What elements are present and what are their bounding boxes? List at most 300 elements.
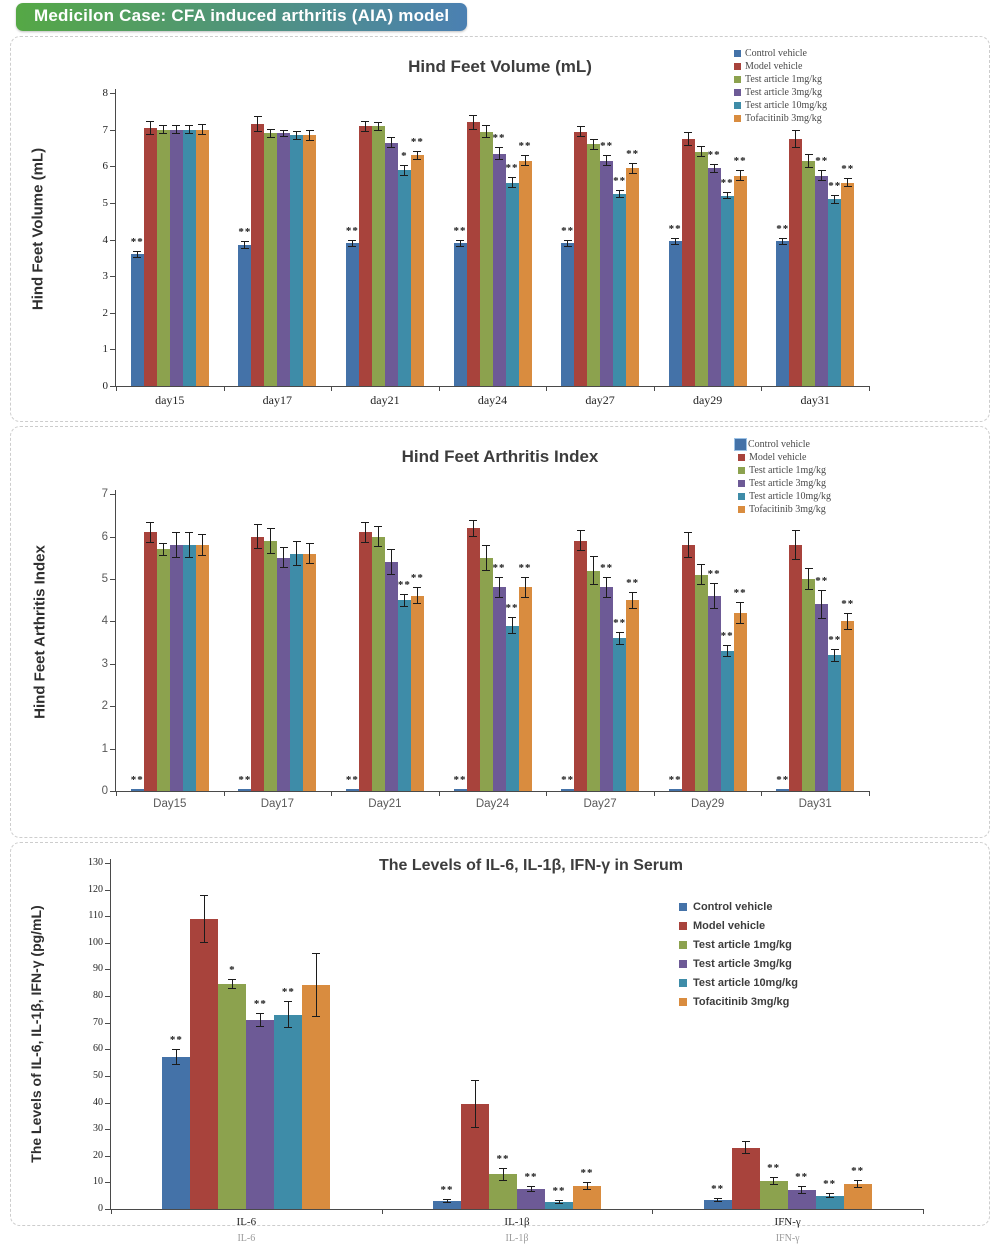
error-bar <box>469 520 477 537</box>
legend-label: Control vehicle <box>745 48 807 59</box>
legend-label: Test article 10mg/kg <box>749 491 832 502</box>
error-bar <box>400 594 408 607</box>
error-bar <box>779 238 787 245</box>
legend-label: Model vehicle <box>745 61 803 72</box>
x-category-label: Day31 <box>798 798 832 810</box>
bar <box>467 122 480 386</box>
significance-marker: ** <box>823 1178 837 1191</box>
error-bar <box>831 649 839 662</box>
bar <box>385 562 398 791</box>
significance-marker: ** <box>626 147 640 160</box>
bar <box>246 1020 274 1209</box>
bar <box>734 176 747 386</box>
y-tick-label: 3 <box>102 270 108 283</box>
bar <box>613 638 626 791</box>
error-bar <box>710 164 718 173</box>
bar <box>238 789 251 791</box>
error-bar <box>241 241 249 248</box>
error-bar <box>792 130 800 148</box>
y-tick-label: 0 <box>98 1203 103 1214</box>
bar <box>626 600 639 791</box>
y-tick-mark <box>110 313 115 314</box>
x-category-label: day21 <box>370 393 400 407</box>
error-bar <box>723 192 731 199</box>
x-category-label: Day15 <box>153 798 187 810</box>
significance-marker: ** <box>815 574 829 587</box>
y-tick-label: 2 <box>101 700 108 713</box>
error-bar <box>146 121 154 134</box>
bar <box>708 596 721 791</box>
error-bar <box>818 170 826 181</box>
y-tick-mark <box>110 706 115 707</box>
bar <box>561 789 574 791</box>
significance-marker: ** <box>492 561 506 574</box>
bar <box>359 532 372 791</box>
significance-marker: ** <box>841 163 855 176</box>
significance-marker: ** <box>345 773 359 786</box>
plot-area <box>11 37 989 421</box>
y-axis-label: The Levels of IL-6, IL-1β, IFN-γ (pg/mL) <box>28 905 44 1163</box>
chart-title: The Levels of IL-6, IL-1β, IFN-γ in Serum <box>378 857 684 874</box>
error-bar <box>629 592 637 609</box>
x-tick-mark <box>116 792 117 796</box>
y-tick-label: 40 <box>93 1096 103 1108</box>
y-tick-label: 8 <box>102 87 108 100</box>
bar <box>561 243 574 386</box>
error-bar <box>293 541 301 566</box>
y-tick-mark <box>105 1103 110 1104</box>
bar <box>302 985 330 1209</box>
bar <box>346 789 359 791</box>
error-bar <box>684 532 692 557</box>
legend-label: Test article 3mg/kg <box>745 87 823 98</box>
y-tick-mark <box>110 130 115 131</box>
error-bar <box>280 547 288 568</box>
significance-marker: * <box>229 963 236 976</box>
error-bar <box>603 577 611 598</box>
bar <box>346 243 359 386</box>
y-tick-label: 6 <box>101 530 108 543</box>
error-bar <box>577 126 585 137</box>
bar <box>183 545 196 791</box>
error-bar <box>629 163 637 174</box>
x-tick-mark <box>224 792 225 796</box>
significance-marker: ** <box>505 602 519 615</box>
significance-marker: ** <box>733 155 747 168</box>
bar <box>398 600 411 791</box>
bar <box>190 919 218 1209</box>
bar <box>277 558 290 791</box>
bar <box>828 199 841 386</box>
error-bar <box>361 522 369 543</box>
legend-label: Test article 1mg/kg <box>693 939 792 951</box>
legend-label: Test article 1mg/kg <box>749 465 827 476</box>
significance-marker: ** <box>238 773 252 786</box>
y-tick-mark <box>110 349 115 350</box>
error-bar <box>671 238 679 245</box>
significance-marker: ** <box>600 561 614 574</box>
x-axis-line <box>115 386 870 387</box>
y-tick-mark <box>105 943 110 944</box>
y-tick-label: 30 <box>93 1123 103 1135</box>
error-bar <box>723 645 731 658</box>
significance-marker: ** <box>613 175 627 188</box>
y-tick-label: 1 <box>102 343 108 356</box>
y-tick-label: 110 <box>88 910 103 922</box>
significance-marker: ** <box>707 148 721 161</box>
significance-marker: ** <box>169 1034 183 1047</box>
significance-marker: ** <box>453 773 467 786</box>
significance-marker: ** <box>668 773 682 786</box>
bar <box>506 626 519 791</box>
error-bar <box>508 177 516 188</box>
significance-marker: ** <box>130 235 144 248</box>
bar <box>372 126 385 386</box>
bar <box>600 587 613 791</box>
error-bar <box>312 953 320 1017</box>
x-tick-mark <box>111 1210 112 1214</box>
y-tick-mark <box>110 537 115 538</box>
bar <box>828 655 841 791</box>
bar <box>815 604 828 791</box>
legend-label: Model vehicle <box>693 920 766 932</box>
y-tick-label: 7 <box>101 488 108 501</box>
error-bar <box>374 122 382 131</box>
x-category-label: day17 <box>262 393 292 407</box>
y-tick-mark <box>110 749 115 750</box>
plot-area <box>11 843 989 1244</box>
y-axis-line <box>115 490 116 792</box>
x-category-label: IL-1β <box>504 1216 530 1228</box>
bar <box>587 144 600 386</box>
error-bar <box>267 528 275 553</box>
y-tick-label: 2 <box>102 306 108 319</box>
significance-marker: ** <box>776 773 790 786</box>
error-bar <box>133 251 141 258</box>
bar <box>841 621 854 791</box>
significance-marker: ** <box>720 629 734 642</box>
figure-header-badge: Medicilon Case: CFA induced arthritis (AIA) model <box>16 3 467 31</box>
error-bar <box>172 532 180 557</box>
significance-marker: ** <box>613 617 627 629</box>
x-tick-mark <box>761 792 762 796</box>
y-tick-label: 7 <box>102 123 108 136</box>
error-bar <box>831 195 839 204</box>
error-bar <box>577 530 585 551</box>
x-category-label: Day17 <box>260 798 294 810</box>
bar <box>303 135 316 386</box>
error-bar <box>844 613 852 630</box>
error-bar <box>564 240 572 247</box>
significance-marker: ** <box>345 224 359 237</box>
error-bar <box>306 130 314 141</box>
error-bar <box>469 115 477 130</box>
significance-marker: ** <box>795 1171 809 1184</box>
bar <box>157 130 170 386</box>
plot-area <box>11 427 989 837</box>
y-tick-mark <box>105 1049 110 1050</box>
error-bar <box>456 240 464 247</box>
significance-marker: ** <box>711 1182 725 1195</box>
significance-marker: ** <box>707 568 721 581</box>
bar <box>732 1148 760 1209</box>
x-tick-mark <box>869 387 870 391</box>
y-tick-label: 0 <box>102 380 108 392</box>
error-bar <box>736 602 744 623</box>
x-tick-mark <box>439 387 440 391</box>
y-axis-line <box>110 859 111 1210</box>
error-bar <box>616 190 624 197</box>
bar <box>251 124 264 386</box>
bar <box>467 528 480 791</box>
bar <box>506 183 519 386</box>
y-tick-mark <box>110 621 115 622</box>
bar <box>454 789 467 791</box>
error-bar <box>228 979 236 990</box>
significance-marker: ** <box>561 773 575 786</box>
error-bar <box>280 130 288 137</box>
y-tick-label: 100 <box>88 936 103 948</box>
x-tick-mark <box>439 792 440 796</box>
bar <box>162 1057 190 1209</box>
error-bar <box>361 121 369 132</box>
error-bar <box>185 125 193 134</box>
bar <box>695 575 708 791</box>
error-bar <box>200 895 208 943</box>
significance-marker: ** <box>828 633 842 646</box>
bar <box>359 126 372 386</box>
bar <box>131 254 144 386</box>
x-tick-mark <box>869 792 870 796</box>
y-tick-label: 10 <box>93 1176 103 1188</box>
x-category-label: day27 <box>585 393 615 407</box>
error-bar <box>770 1177 778 1185</box>
legend-label: Control vehicle <box>748 439 810 450</box>
bar <box>372 537 385 791</box>
error-bar <box>616 632 624 645</box>
x-tick-mark <box>652 1210 653 1214</box>
bar <box>721 651 734 791</box>
bar <box>157 549 170 791</box>
significance-marker: ** <box>492 132 506 144</box>
bar <box>218 984 246 1209</box>
x-category-label: day29 <box>692 393 723 407</box>
bar <box>734 613 747 791</box>
x-axis-line <box>110 1209 924 1210</box>
x-tick-mark <box>116 387 117 391</box>
significance-marker: ** <box>851 1164 865 1177</box>
significance-marker: ** <box>505 162 519 175</box>
error-bar <box>267 129 275 138</box>
x-tick-mark <box>382 1210 383 1214</box>
error-bar <box>284 1001 292 1028</box>
y-tick-label: 3 <box>101 657 108 670</box>
bar <box>480 132 493 386</box>
error-bar <box>198 534 206 555</box>
y-tick-mark <box>110 276 115 277</box>
significance-marker: ** <box>600 140 614 153</box>
significance-marker: ** <box>767 1162 781 1175</box>
x-category-label: day24 <box>477 393 508 407</box>
y-tick-label: 80 <box>93 990 103 1002</box>
error-bar <box>159 543 167 556</box>
bar <box>277 133 290 386</box>
bar <box>613 194 626 386</box>
x-category-label: Day27 <box>583 798 617 810</box>
error-bar <box>495 147 503 160</box>
significance-marker: ** <box>518 561 532 574</box>
bar <box>493 154 506 386</box>
legend-label: Tofacitinib 3mg/kg <box>693 996 790 1008</box>
significance-marker: ** <box>626 576 640 589</box>
significance-marker: ** <box>518 140 532 153</box>
bar <box>519 587 532 791</box>
x-category-sublabel-clipped: IFN-γ <box>775 1233 800 1244</box>
y-tick-mark <box>110 494 115 495</box>
x-tick-mark <box>923 1210 924 1214</box>
y-tick-mark <box>105 996 110 997</box>
bar <box>789 139 802 386</box>
y-tick-mark <box>110 579 115 580</box>
y-tick-mark <box>110 240 115 241</box>
significance-marker: ** <box>720 177 734 190</box>
bar <box>682 545 695 791</box>
error-bar <box>508 617 516 634</box>
error-bar <box>499 1168 507 1181</box>
legend-label: Tofacitinib 3mg/kg <box>745 113 822 124</box>
bar <box>587 571 600 791</box>
bar <box>144 128 157 386</box>
significance-marker: ** <box>410 572 424 585</box>
y-tick-label: 5 <box>101 573 108 585</box>
significance-marker: ** <box>440 1183 454 1196</box>
significance-marker: ** <box>130 773 144 786</box>
bar <box>776 789 789 791</box>
y-tick-mark <box>105 1182 110 1183</box>
legend-label: Tofacitinib 3mg/kg <box>749 504 826 515</box>
bar <box>708 168 721 386</box>
x-category-label: IFN-γ <box>774 1216 801 1228</box>
chart-title: Hind Feet Arthritis Index <box>401 447 599 466</box>
error-bar <box>256 1013 264 1026</box>
error-bar <box>818 590 826 620</box>
bar <box>238 245 251 386</box>
significance-marker: ** <box>253 998 267 1011</box>
bar <box>183 130 196 386</box>
bar <box>600 161 613 386</box>
error-bar <box>185 532 193 557</box>
bar <box>480 558 493 791</box>
y-tick-mark <box>105 1023 110 1024</box>
x-tick-mark <box>224 387 225 391</box>
error-bar <box>521 577 529 598</box>
y-tick-label: 70 <box>93 1016 103 1028</box>
y-tick-mark <box>105 1076 110 1077</box>
error-bar <box>854 1180 862 1188</box>
error-bar <box>521 155 529 166</box>
error-bar <box>172 1049 180 1065</box>
error-bar <box>603 155 611 166</box>
x-tick-mark <box>546 387 547 391</box>
panel-hind-feet-arthritis-index <box>10 426 990 838</box>
bar <box>454 243 467 386</box>
bar <box>493 587 506 791</box>
error-bar <box>792 530 800 560</box>
error-bar <box>471 1080 479 1128</box>
bar <box>841 183 854 386</box>
bar <box>144 532 157 791</box>
bar <box>574 132 587 386</box>
legend-label: Control vehicle <box>693 901 773 913</box>
y-axis-label: Hind Feet Volume (mL) <box>29 147 47 311</box>
bar <box>131 789 144 791</box>
error-bar <box>293 131 301 140</box>
legend-label: Test article 3mg/kg <box>749 478 827 489</box>
significance-marker: ** <box>815 155 829 168</box>
error-bar <box>374 526 382 547</box>
error-bar <box>400 165 408 176</box>
error-bar <box>254 116 262 132</box>
x-tick-mark <box>546 792 547 796</box>
bar <box>290 554 303 791</box>
bar <box>760 1181 788 1209</box>
x-tick-mark <box>761 387 762 391</box>
y-tick-label: 0 <box>101 785 108 797</box>
bar <box>170 545 183 791</box>
significance-marker: ** <box>733 587 747 600</box>
y-tick-label: 4 <box>102 233 108 246</box>
error-bar <box>172 125 180 134</box>
bar <box>682 139 695 386</box>
error-bar <box>736 170 744 181</box>
y-tick-mark <box>110 166 115 167</box>
error-bar <box>555 1200 563 1204</box>
y-tick-mark <box>105 1156 110 1157</box>
x-category-label: day15 <box>155 393 185 407</box>
error-bar <box>798 1186 806 1194</box>
error-bar <box>387 137 395 148</box>
bar <box>264 133 277 386</box>
error-bar <box>159 125 167 134</box>
error-bar <box>387 549 395 574</box>
y-tick-mark <box>110 203 115 204</box>
bar <box>802 579 815 791</box>
significance-marker: * <box>401 149 408 162</box>
error-bar <box>710 583 718 608</box>
y-tick-label: 130 <box>88 856 103 868</box>
y-axis-line <box>115 89 116 387</box>
x-tick-mark <box>331 792 332 796</box>
y-tick-mark <box>110 93 115 94</box>
error-bar <box>146 522 154 543</box>
bar <box>776 241 789 386</box>
error-bar <box>198 124 206 135</box>
y-axis-label: Hind Feet Arthritis Index <box>31 545 49 719</box>
bar <box>411 155 424 386</box>
bar <box>517 1189 545 1209</box>
error-bar <box>684 132 692 145</box>
y-tick-mark <box>105 863 110 864</box>
y-tick-mark <box>105 890 110 891</box>
bar <box>303 554 316 791</box>
significance-marker: ** <box>552 1185 566 1198</box>
y-tick-mark <box>110 664 115 665</box>
x-category-label: Day21 <box>368 798 402 810</box>
chart-title: Hind Feet Volume (mL) <box>408 57 592 76</box>
x-category-label: day31 <box>800 393 830 407</box>
bar <box>789 545 802 791</box>
bar <box>695 152 708 386</box>
